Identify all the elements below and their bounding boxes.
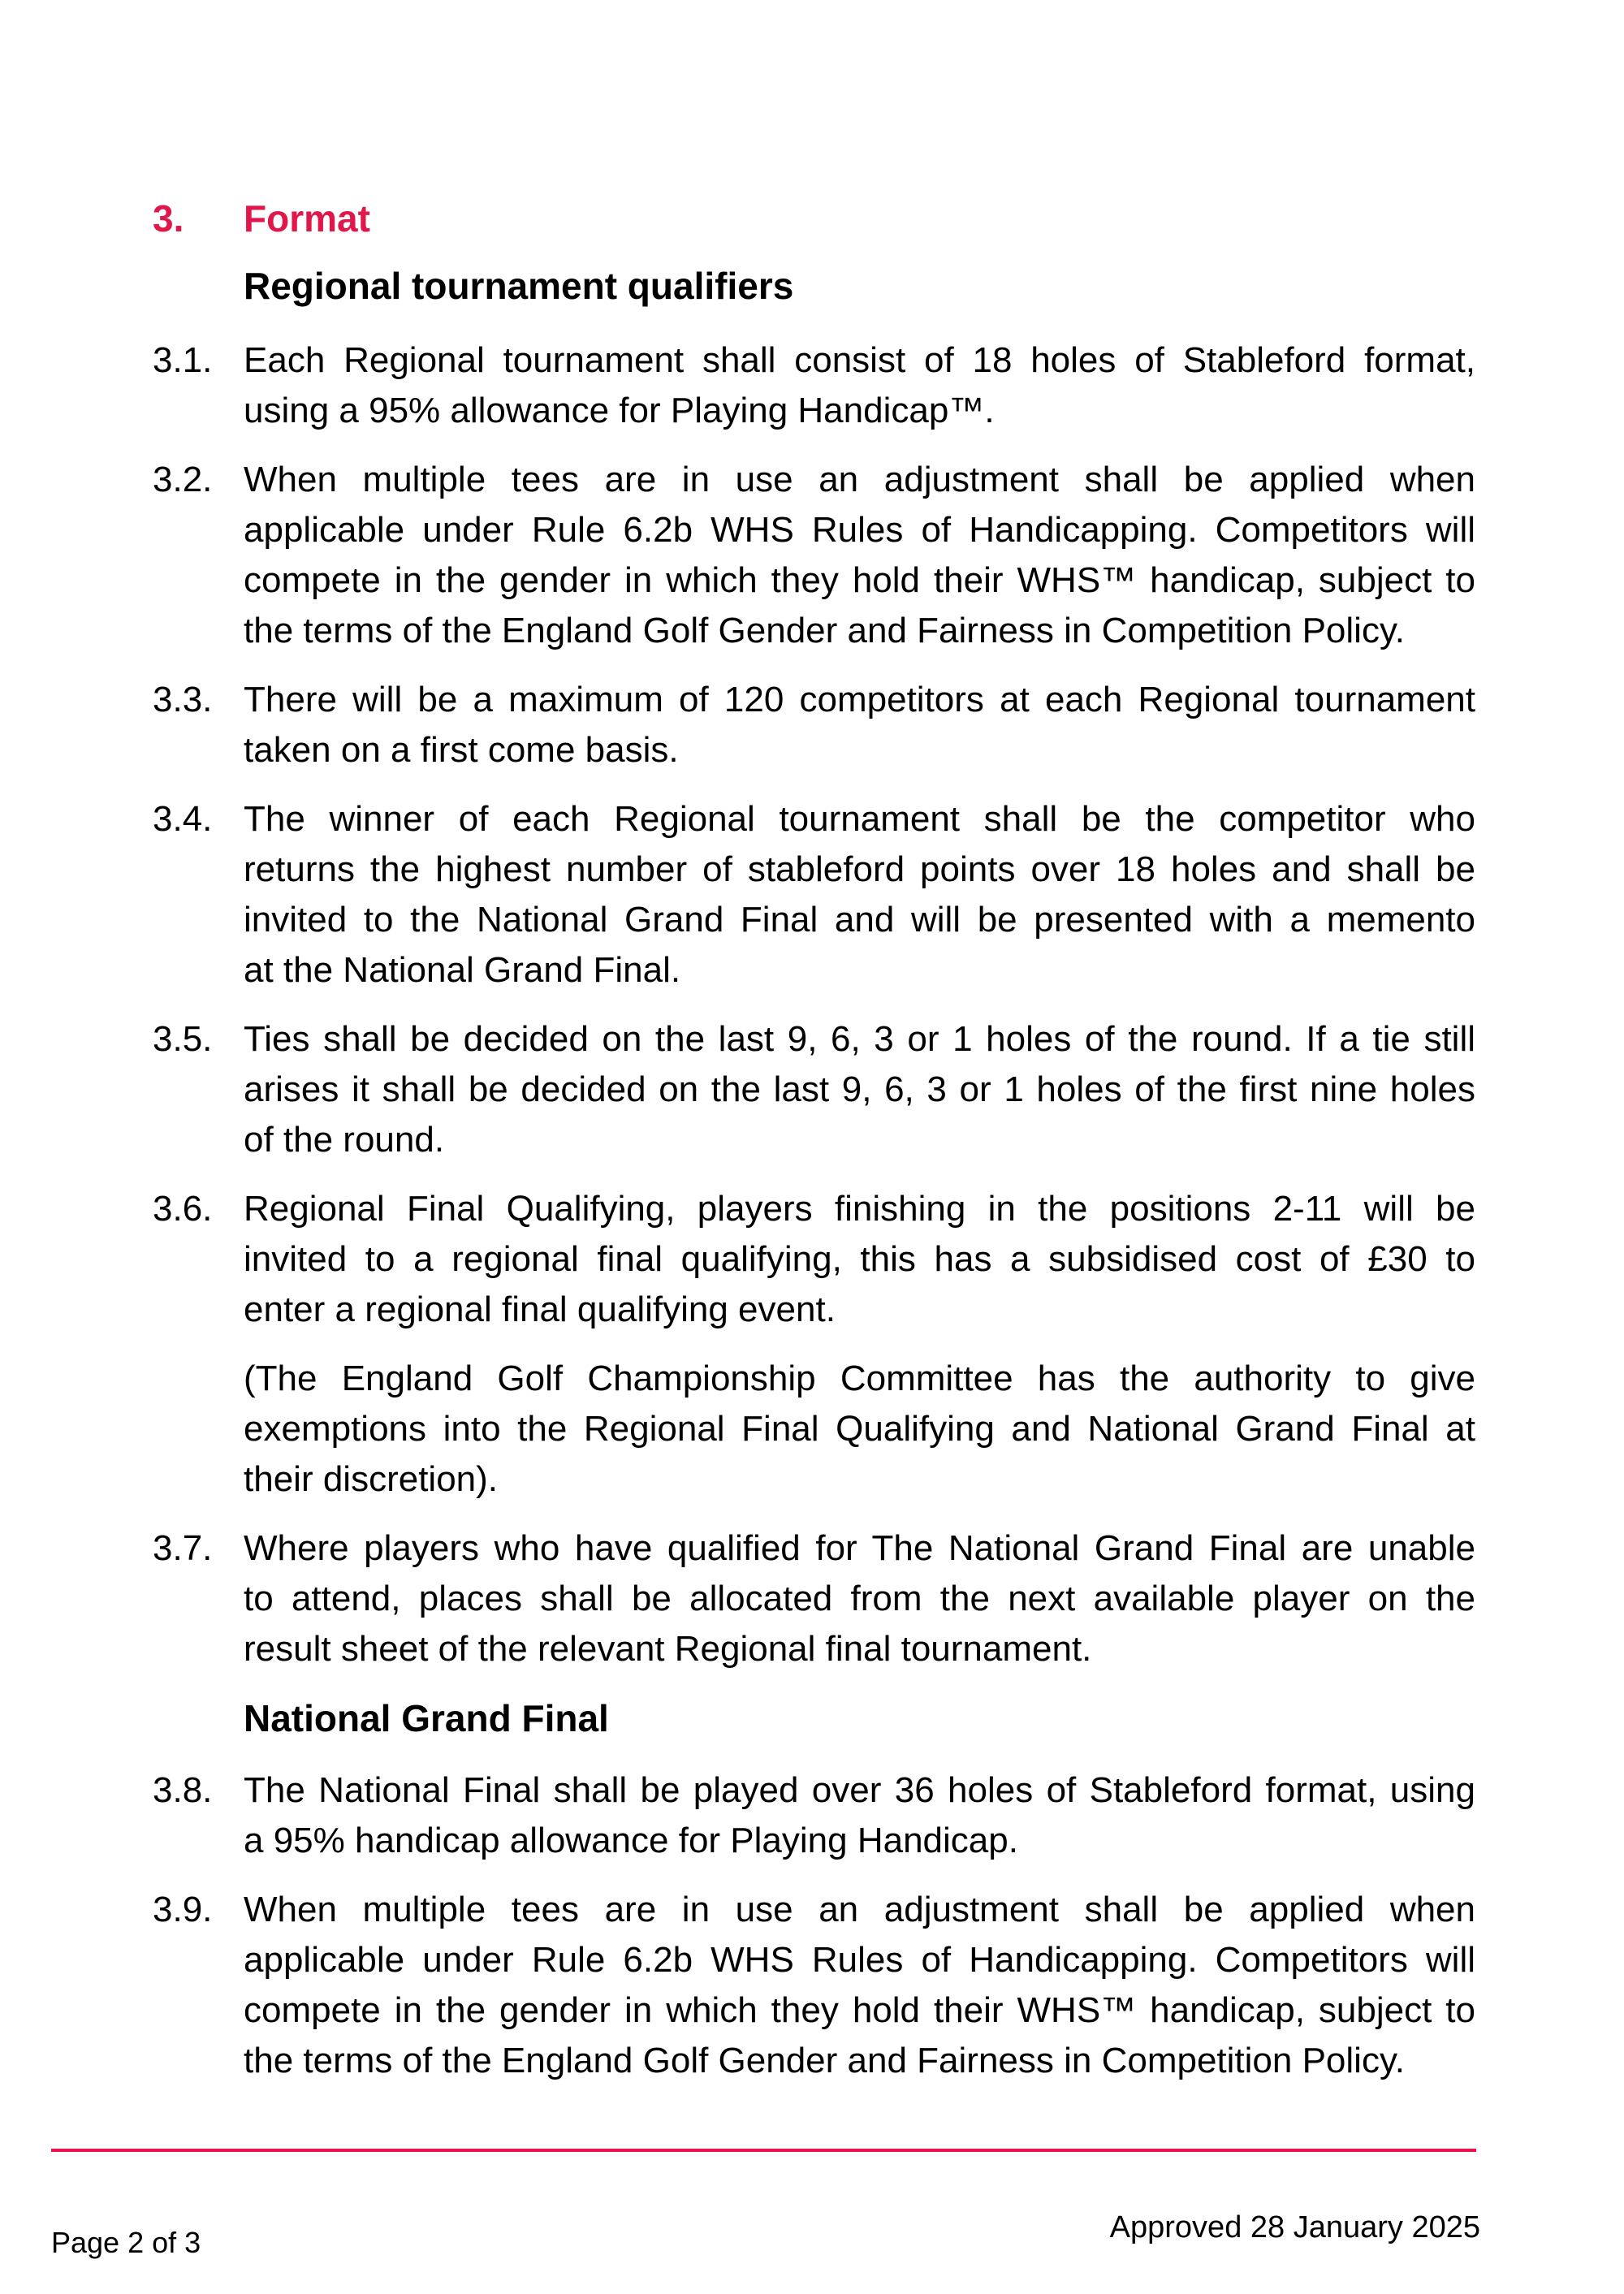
paragraph-body xyxy=(244,1765,1475,1866)
paragraph-line: Ties shall be decided on the last 9, 6, 3 or 1 holes of the round. If a tie still xyxy=(244,1019,1475,1059)
paragraph-body xyxy=(244,1885,1475,2086)
paragraph-number: 3.1. xyxy=(153,340,213,380)
note-line: exemptions into the Regional Final Qualifying and National Grand Final at xyxy=(244,1409,1475,1449)
footer-page-number: Page 2 of 3 xyxy=(51,2226,201,2259)
paragraph-line: taken on a first come basis. xyxy=(244,730,679,770)
paragraph-3-4 xyxy=(153,794,1475,996)
paragraph-line: compete in the gender in which they hold their WHS™ handicap, subject to xyxy=(244,560,1475,600)
paragraph-line: The National Final shall be played over 36 holes of Stableford format, using xyxy=(244,1770,1475,1810)
paragraph-number: 3.8. xyxy=(153,1770,213,1810)
paragraph-3-2 xyxy=(153,455,1475,656)
paragraph-line: The winner of each Regional tournament shall be the competitor who xyxy=(244,799,1475,839)
paragraph-line: result sheet of the relevant Regional final tournament. xyxy=(244,1629,1092,1669)
paragraph-line: a 95% handicap allowance for Playing Handicap. xyxy=(244,1821,1018,1860)
paragraph-3-9 xyxy=(153,1885,1475,2086)
paragraph-line: at the National Grand Final. xyxy=(244,950,681,990)
subheading-regional-tournament-qualifiers: Regional tournament qualifiers xyxy=(244,265,794,307)
document-content xyxy=(153,193,1475,2105)
paragraph-line: applicable under Rule 6.2b WHS Rules of Handicapping. Competitors will xyxy=(244,510,1475,550)
section-heading xyxy=(153,193,1475,244)
paragraph-number: 3.4. xyxy=(153,799,213,839)
paragraph-line: When multiple tees are in use an adjustment shall be applied when xyxy=(244,460,1475,499)
paragraph-number: 3.3. xyxy=(153,680,213,719)
paragraph-line: of the round. xyxy=(244,1120,445,1160)
footer-divider-line xyxy=(51,2149,1476,2152)
paragraph-body xyxy=(244,335,1475,436)
note-indent xyxy=(153,1354,244,1505)
paragraph-line: Regional Final Qualifying, players finishing in the positions 2-11 will be xyxy=(244,1189,1475,1229)
paragraph-line: Where players who have qualified for The National Grand Final are unable xyxy=(244,1528,1475,1568)
paragraph-body xyxy=(244,1014,1475,1165)
paragraph-number: 3.7. xyxy=(153,1528,213,1568)
paragraph-3-1 xyxy=(153,335,1475,436)
paragraph-line: the terms of the England Golf Gender and Fairness in Competition Policy. xyxy=(244,2041,1405,2080)
paragraph-3-7 xyxy=(153,1523,1475,1674)
paragraph-body xyxy=(244,1184,1475,1335)
paragraph-body xyxy=(244,1523,1475,1674)
paragraph-line: invited to a regional final qualifying, this has a subsidised cost of £30 to xyxy=(244,1239,1475,1279)
paragraph-line: applicable under Rule 6.2b WHS Rules of Handicapping. Competitors will xyxy=(244,1940,1475,1980)
section-title: Format xyxy=(244,197,370,240)
paragraph-line: enter a regional final qualifying event. xyxy=(244,1290,836,1329)
paragraph-line: There will be a maximum of 120 competitors at each Regional tournament xyxy=(244,680,1475,719)
paragraph-number: 3.6. xyxy=(153,1189,213,1229)
note-line: (The England Golf Championship Committee has the authority to give xyxy=(244,1359,1475,1398)
note-line: their discretion). xyxy=(244,1459,499,1499)
section-number: 3. xyxy=(153,197,184,240)
note-body xyxy=(244,1354,1475,1505)
paragraph-body xyxy=(244,794,1475,996)
paragraph-line: arises it shall be decided on the last 9, 6, 3 or 1 holes of the first nine holes xyxy=(244,1069,1475,1109)
paragraph-number: 3.5. xyxy=(153,1019,213,1059)
footer-approved-date: Approved 28 January 2025 xyxy=(1109,2210,1480,2244)
paragraph-line: invited to the National Grand Final and will be presented with a memento xyxy=(244,900,1475,940)
paragraph-3-3 xyxy=(153,675,1475,775)
paragraph-line: When multiple tees are in use an adjustment shall be applied when xyxy=(244,1890,1475,1929)
paragraph-line: returns the highest number of stableford points over 18 holes and shall be xyxy=(244,849,1475,889)
paragraph-body xyxy=(244,675,1475,775)
paragraph-number: 3.9. xyxy=(153,1890,213,1929)
paragraph-line: the terms of the England Golf Gender and Fairness in Competition Policy. xyxy=(244,611,1405,650)
paragraph-line: compete in the gender in which they hold their WHS™ handicap, subject to xyxy=(244,1990,1475,2030)
paragraph-line: using a 95% allowance for Playing Handicap™. xyxy=(244,391,995,430)
paragraph-3-8 xyxy=(153,1765,1475,1866)
paragraph-line: to attend, places shall be allocated from the next available player on the xyxy=(244,1579,1475,1618)
paragraph-body xyxy=(244,455,1475,656)
note-paragraph xyxy=(153,1354,1475,1505)
subheading-national-grand-final: National Grand Final xyxy=(244,1697,609,1739)
paragraph-3-6 xyxy=(153,1184,1475,1335)
paragraph-line: Each Regional tournament shall consist of 18 holes of Stableford format, xyxy=(244,340,1475,380)
paragraph-3-5 xyxy=(153,1014,1475,1165)
paragraph-number: 3.2. xyxy=(153,460,213,499)
